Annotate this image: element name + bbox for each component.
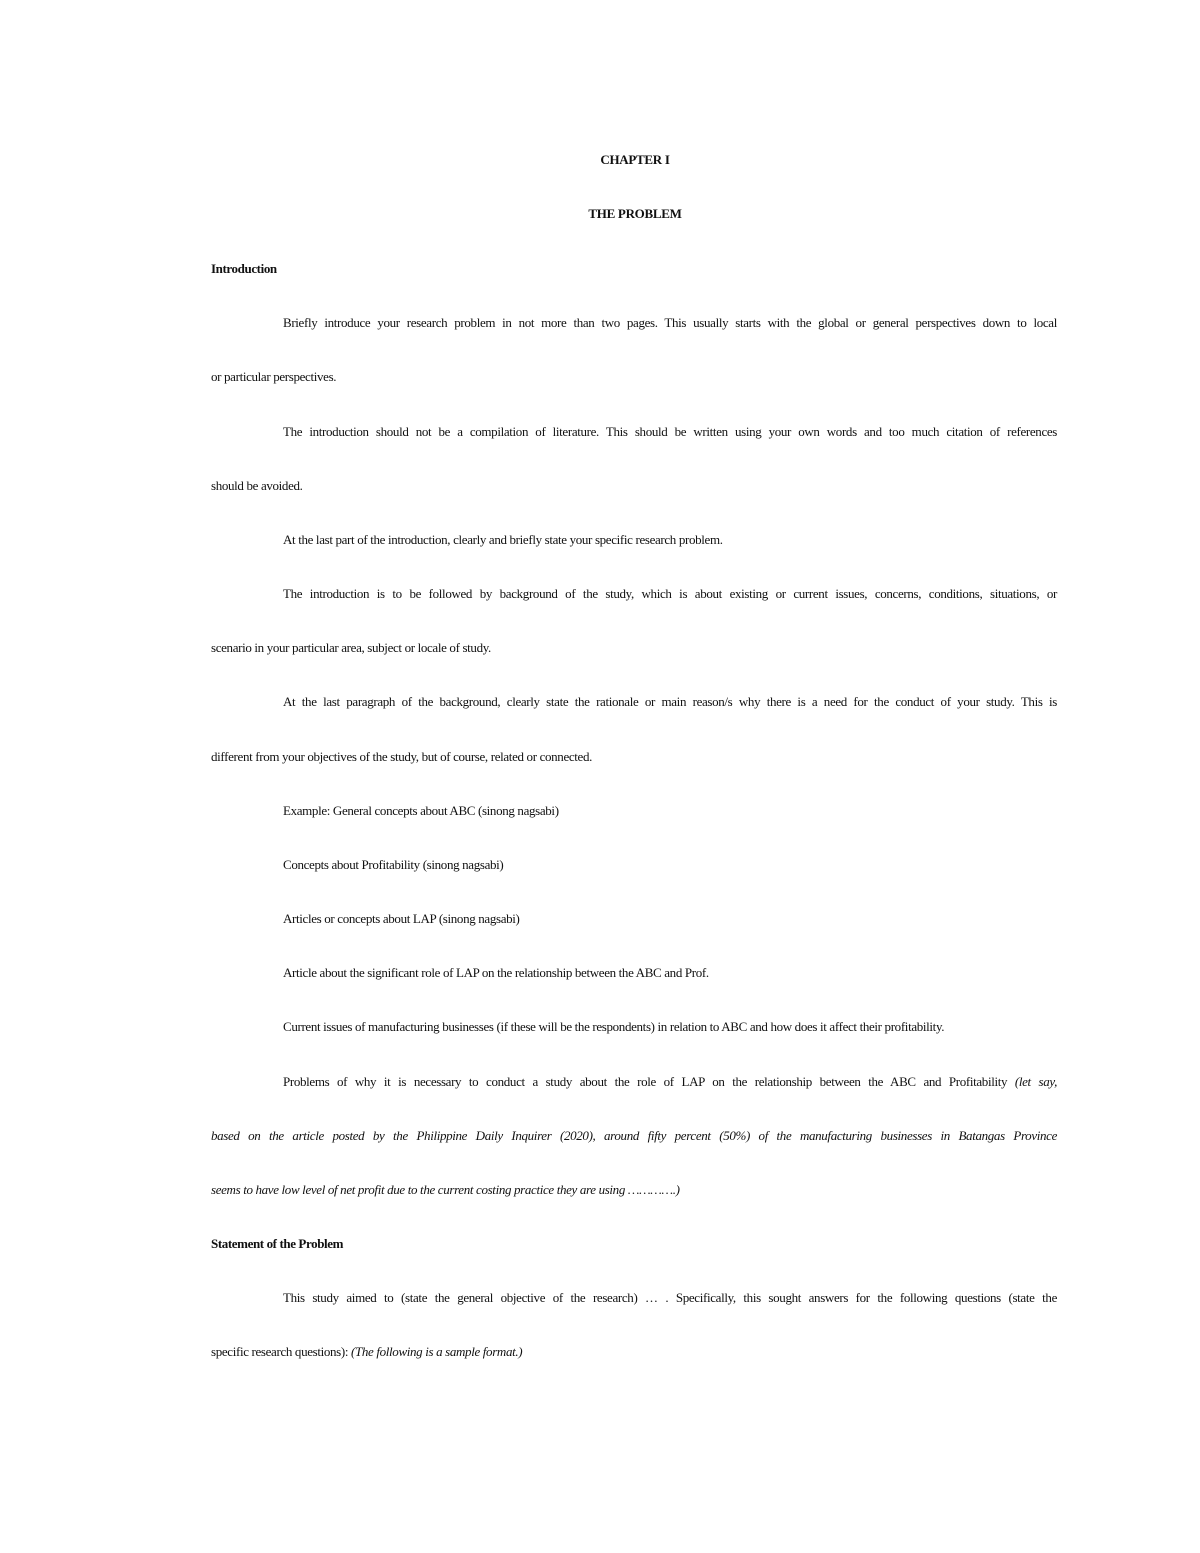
example-item-3: Articles or concepts about LAP (sinong nagsabi) — [283, 911, 520, 926]
statement-paragraph-line-1: This study aimed to (state the general objective of the research) … . Specifically, this sought answers for the following questions (state the — [283, 1290, 1057, 1305]
statement-paragraph-line-2-text: specific research questions): — [211, 1344, 349, 1359]
chapter-number: CHAPTER I — [600, 152, 670, 167]
intro-paragraph-5-line-2: different from your objectives of the study, but of course, related or connected. — [211, 749, 593, 764]
intro-paragraph-1-line-1: Briefly introduce your research problem in not more than two pages. This usually starts with the global or general perspectives down to local — [283, 315, 1057, 330]
example-item-5: Current issues of manufacturing businesses (if these will be the respondents) in relation to ABC and how does it affect their profitability. — [283, 1019, 945, 1034]
intro-paragraph-5-line-1: At the last paragraph of the background, clearly state the rationale or main reason/s why there is a need for the conduct of your study. This is — [283, 694, 1057, 709]
intro-paragraph-6-line-1-text: Problems of why it is necessary to conduct a study about the role of LAP on the relationship between the ABC and Profitability — [283, 1074, 1008, 1089]
intro-paragraph-1-line-2: or particular perspectives. — [211, 369, 337, 384]
intro-paragraph-6-line-3: seems to have low level of net profit due to the current costing practice they are using ………….) — [211, 1182, 680, 1197]
example-item-4: Article about the significant role of LAP on the relationship between the ABC and Prof. — [283, 965, 709, 980]
example-item-1: Example: General concepts about ABC (sinong nagsabi) — [283, 803, 559, 818]
intro-paragraph-2-line-1: The introduction should not be a compilation of literature. This should be written using your own words and too much citation of references — [283, 424, 1057, 439]
intro-paragraph-4-line-1: The introduction is to be followed by background of the study, which is about existing or current issues, concerns, conditions, situations, or — [283, 586, 1057, 601]
intro-paragraph-6-line-2: based on the article posted by the Philippine Daily Inquirer (2020), around fifty percent (50%) of the manufacturing businesses in Batangas Province — [211, 1128, 1057, 1143]
intro-paragraph-3: At the last part of the introduction, clearly and briefly state your specific research problem. — [283, 532, 723, 547]
intro-paragraph-6-line-1-italic: (let say, — [1014, 1074, 1057, 1089]
introduction-heading: Introduction — [211, 261, 277, 276]
intro-paragraph-4-line-2: scenario in your particular area, subject or locale of study. — [211, 640, 491, 655]
statement-of-problem-heading: Statement of the Problem — [211, 1236, 344, 1251]
intro-paragraph-6-line-1 — [283, 1074, 1057, 1090]
intro-paragraph-2-line-2: should be avoided. — [211, 478, 303, 493]
statement-paragraph-line-2 — [211, 1344, 522, 1360]
statement-paragraph-line-2-italic: (The following is a sample format.) — [351, 1344, 523, 1359]
chapter-title: THE PROBLEM — [588, 206, 682, 221]
example-item-2: Concepts about Profitability (sinong nagsabi) — [283, 857, 504, 872]
